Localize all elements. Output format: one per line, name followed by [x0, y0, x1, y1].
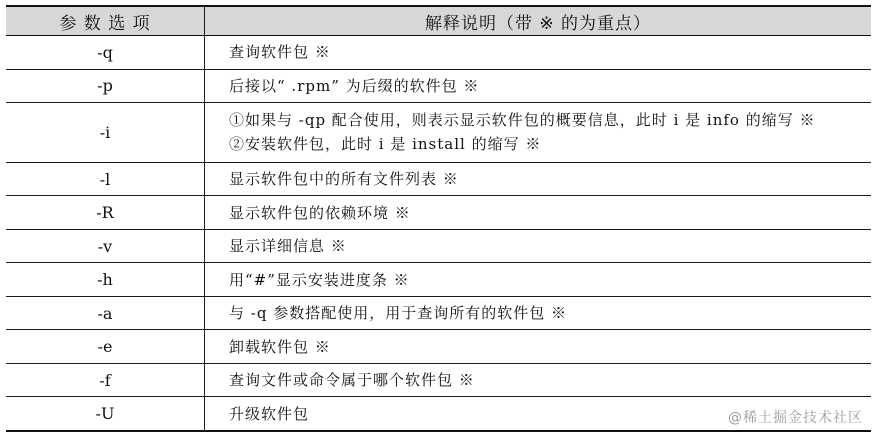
- option-cell: -q: [6, 36, 205, 70]
- description-line: ①如果与 -qp 配合使用，则表示显示软件包的概要信息，此时 i 是 info 的缩写 ※: [229, 111, 816, 130]
- description-cell: 查询软件包 ※: [205, 36, 872, 70]
- rpm-options-table-container: [6, 5, 871, 432]
- option-cell: -v: [6, 229, 205, 263]
- table-row: [6, 103, 871, 163]
- option-cell: -i: [6, 103, 205, 163]
- description-cell: 后接以“ .rpm” 为后缀的软件包 ※: [205, 69, 872, 103]
- option-cell: -U: [6, 397, 205, 431]
- table-row: [6, 263, 871, 297]
- option-cell: -a: [6, 296, 205, 330]
- table-row: [6, 69, 871, 103]
- table-row: [6, 296, 871, 330]
- description-line: ②安装软件包，此时 i 是 install 的缩写 ※: [229, 135, 542, 154]
- description-cell: 与 -q 参数搭配使用，用于查询所有的软件包 ※: [205, 296, 872, 330]
- description-cell: 显示软件包中的所有文件列表 ※: [205, 162, 872, 196]
- description-cell: 查询文件或命令属于哪个软件包 ※: [205, 363, 872, 397]
- description-cell: [205, 103, 872, 163]
- description-cell: 显示详细信息 ※: [205, 229, 872, 263]
- description-cell: 卸载软件包 ※: [205, 330, 872, 364]
- watermark: @稀土掘金技术社区: [728, 410, 863, 426]
- description-cell: 升级软件包: [205, 397, 872, 431]
- option-cell: -e: [6, 330, 205, 364]
- header-description: 解释说明（带 ※ 的为重点）: [205, 6, 872, 36]
- table-header-row: [6, 6, 871, 36]
- option-cell: -R: [6, 196, 205, 230]
- table-row: [6, 162, 871, 196]
- option-cell: -l: [6, 162, 205, 196]
- description-cell: 显示软件包的依赖环境 ※: [205, 196, 872, 230]
- table-row: [6, 36, 871, 70]
- description-cell: 用“#”显示安装进度条 ※: [205, 263, 872, 297]
- option-cell: -p: [6, 69, 205, 103]
- table-row: [6, 196, 871, 230]
- table-row: [6, 330, 871, 364]
- rpm-options-table: [6, 5, 871, 432]
- table-row: [6, 229, 871, 263]
- option-cell: -f: [6, 363, 205, 397]
- table-row: [6, 363, 871, 397]
- option-cell: -h: [6, 263, 205, 297]
- header-option: 参 数 选 项: [6, 6, 205, 36]
